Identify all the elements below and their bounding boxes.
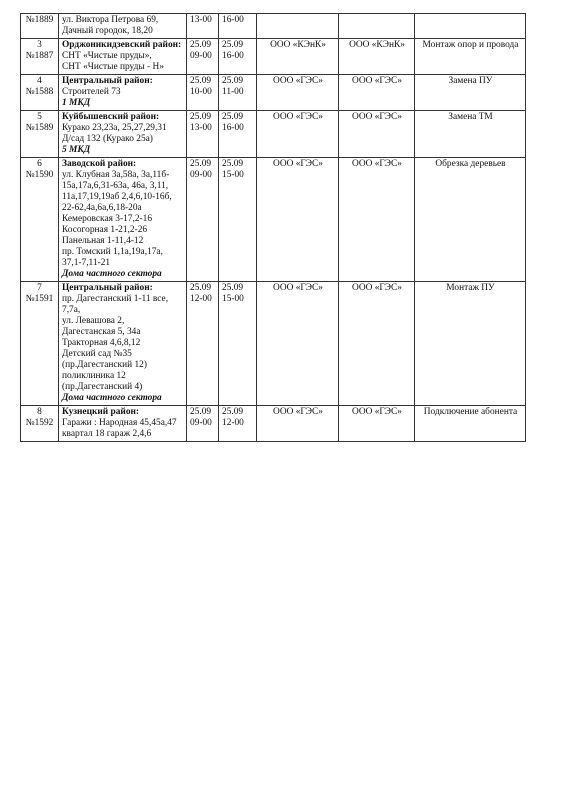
start-cell xyxy=(187,111,219,158)
end-time: 16-00 xyxy=(222,51,244,61)
address-line: Косогорная 1-21,2-26 xyxy=(62,225,148,235)
executor: ООО «ГЭС» xyxy=(352,76,402,86)
end-time: 11-00 xyxy=(222,87,244,97)
address-line: Дагестанская 5, 34а xyxy=(62,327,141,337)
address-line: Курако 23,23а, 25,27,29,31 xyxy=(62,123,167,133)
end-time: 16-00 xyxy=(222,123,244,133)
address-cell xyxy=(59,158,187,282)
request-number: №1590 xyxy=(25,170,54,180)
table-row xyxy=(21,14,526,39)
end-date: 25.09 xyxy=(222,40,244,50)
end-time: 15-00 xyxy=(222,294,244,304)
row-number-cell xyxy=(21,406,59,442)
end-date: 25.09 xyxy=(222,76,244,86)
start-cell xyxy=(187,39,219,75)
address-cell xyxy=(59,111,187,158)
executor: ООО «ГЭС» xyxy=(352,159,402,169)
work-cell xyxy=(415,406,526,442)
address-line: Центральный район: xyxy=(62,283,153,293)
address-line: Гаражи : Народная 45,45а,47 xyxy=(62,418,177,428)
start-date: 25.09 xyxy=(190,159,212,169)
work-cell xyxy=(415,158,526,282)
work-description: Обрезка деревьев xyxy=(435,159,506,169)
start-time: 09-00 xyxy=(190,51,212,61)
address-line: ул. Виктора Петрова 69, xyxy=(62,15,159,25)
start-cell xyxy=(187,75,219,111)
work-description: Монтаж опор и провода xyxy=(422,40,519,50)
address-cell xyxy=(59,282,187,406)
executor-cell xyxy=(339,158,415,282)
row-number-cell xyxy=(21,14,59,39)
address-line: 7,7а, xyxy=(62,305,81,315)
table-row xyxy=(21,406,526,442)
address-line: поликлиника 12 xyxy=(62,371,126,381)
address-line: пр. Томский 1,1а,19а,17а, xyxy=(62,247,163,257)
start-date: 25.09 xyxy=(190,283,212,293)
address-line: Тракторная 4,6,8,12 xyxy=(62,338,141,348)
work-cell xyxy=(415,282,526,406)
work-cell xyxy=(415,14,526,39)
executor: ООО «ГЭС» xyxy=(352,283,402,293)
address-line: 37,1-7,11-21 xyxy=(62,258,111,268)
organization: ООО «КЭнК» xyxy=(270,40,326,50)
address-line: Панельная 1-11,4-12 xyxy=(62,236,144,246)
address-line: 22-62,4а,6а,6,18-20а xyxy=(62,203,142,213)
start-time: 10-00 xyxy=(190,87,212,97)
work-cell xyxy=(415,39,526,75)
organization: ООО «ГЭС» xyxy=(273,112,323,122)
executor-cell xyxy=(339,406,415,442)
table-row xyxy=(21,282,526,406)
address-line: Дома частного сектора xyxy=(62,393,162,403)
organization: ООО «ГЭС» xyxy=(273,76,323,86)
address-line: Д/сад 132 (Курако 25а) xyxy=(62,134,153,144)
address-line: пр. Дагестанский 1-11 все, xyxy=(62,294,169,304)
address-line: СНТ «Чистые пруды», xyxy=(62,51,152,61)
address-line: (пр.Дагестанский 4) xyxy=(62,382,143,392)
end-time: 15-00 xyxy=(222,170,244,180)
row-number: 7 xyxy=(37,283,42,293)
address-line: СНТ «Чистые пруды - Н» xyxy=(62,62,164,72)
row-number: 8 xyxy=(37,407,42,417)
table-row xyxy=(21,39,526,75)
row-number-cell xyxy=(21,158,59,282)
work-cell xyxy=(415,75,526,111)
executor: ООО «ГЭС» xyxy=(352,407,402,417)
request-number: №1591 xyxy=(25,294,54,304)
executor-cell xyxy=(339,111,415,158)
row-number: 5 xyxy=(37,112,42,122)
address-line: Кузнецкий район: xyxy=(62,407,140,417)
table-body xyxy=(21,14,526,442)
executor-cell xyxy=(339,14,415,39)
organization-cell xyxy=(257,111,339,158)
address-cell xyxy=(59,406,187,442)
work-description: Замена ТМ xyxy=(448,112,493,122)
request-number: №1887 xyxy=(25,51,54,61)
start-cell xyxy=(187,14,219,39)
start-date: 25.09 xyxy=(190,407,212,417)
start-time: 13-00 xyxy=(190,15,212,25)
end-date: 25.09 xyxy=(222,283,244,293)
request-number: №1589 xyxy=(25,123,54,133)
address-line: Строителей 73 xyxy=(62,87,121,97)
request-number: №1588 xyxy=(25,87,54,97)
address-line: Заводской район: xyxy=(62,159,137,169)
end-cell xyxy=(219,406,257,442)
end-cell xyxy=(219,14,257,39)
address-line: ул. Левашова 2, xyxy=(62,316,125,326)
address-line: Дома частного сектора xyxy=(62,269,162,279)
start-cell xyxy=(187,158,219,282)
row-number: 3 xyxy=(37,40,42,50)
address-line: ул. Клубная 3а,58а, 3а,11б- xyxy=(62,170,170,180)
organization: ООО «ГЭС» xyxy=(273,407,323,417)
address-line: 5 МКД xyxy=(62,145,91,155)
row-number-cell xyxy=(21,111,59,158)
executor: ООО «КЭнК» xyxy=(349,40,405,50)
row-number-cell xyxy=(21,75,59,111)
request-number: №1592 xyxy=(25,418,54,428)
organization-cell xyxy=(257,75,339,111)
address-cell xyxy=(59,39,187,75)
end-cell xyxy=(219,158,257,282)
address-line: (пр.Дагестанский 12) xyxy=(62,360,147,370)
organization-cell xyxy=(257,158,339,282)
executor-cell xyxy=(339,282,415,406)
start-time: 12-00 xyxy=(190,294,212,304)
outage-schedule-table xyxy=(20,13,526,442)
row-number-cell xyxy=(21,39,59,75)
end-cell xyxy=(219,282,257,406)
row-number-cell xyxy=(21,282,59,406)
address-line: Дачный городок, 18,20 xyxy=(62,26,153,36)
start-date: 25.09 xyxy=(190,76,212,86)
organization: ООО «ГЭС» xyxy=(273,159,323,169)
end-date: 25.09 xyxy=(222,112,244,122)
table-row xyxy=(21,158,526,282)
organization-cell xyxy=(257,406,339,442)
executor-cell xyxy=(339,75,415,111)
start-cell xyxy=(187,282,219,406)
start-time: 09-00 xyxy=(190,418,212,428)
work-description: Подключение абонента xyxy=(423,407,518,417)
work-cell xyxy=(415,111,526,158)
address-cell xyxy=(59,14,187,39)
address-line: квартал 18 гараж 2,4,6 xyxy=(62,429,152,439)
address-line: Орджоникидзевский район: xyxy=(62,40,182,50)
end-date: 25.09 xyxy=(222,159,244,169)
end-time: 16-00 xyxy=(222,15,244,25)
executor: ООО «ГЭС» xyxy=(352,112,402,122)
table-row xyxy=(21,111,526,158)
address-line: 11а,17,19,19аб 2,4,6,10-16б, xyxy=(62,192,172,202)
address-line: 1 МКД xyxy=(62,98,91,108)
end-cell xyxy=(219,39,257,75)
start-cell xyxy=(187,406,219,442)
address-line: 15а,17а,6,31-63а, 46а, 3,11, xyxy=(62,181,169,191)
table-row xyxy=(21,75,526,111)
address-line: Детский сад №35 xyxy=(62,349,132,359)
end-date: 25.09 xyxy=(222,407,244,417)
start-date: 25.09 xyxy=(190,112,212,122)
address-line: Куйбышевский район: xyxy=(62,112,160,122)
work-description: Монтаж ПУ xyxy=(446,283,495,293)
end-cell xyxy=(219,75,257,111)
row-number: 4 xyxy=(37,76,42,86)
end-cell xyxy=(219,111,257,158)
start-date: 25.09 xyxy=(190,40,212,50)
work-description: Замена ПУ xyxy=(448,76,493,86)
end-time: 12-00 xyxy=(222,418,244,428)
start-time: 13-00 xyxy=(190,123,212,133)
address-line: Центральный район: xyxy=(62,76,153,86)
organization-cell xyxy=(257,39,339,75)
organization: ООО «ГЭС» xyxy=(273,283,323,293)
request-number: №1889 xyxy=(25,15,54,25)
organization-cell xyxy=(257,282,339,406)
organization-cell xyxy=(257,14,339,39)
executor-cell xyxy=(339,39,415,75)
address-cell xyxy=(59,75,187,111)
address-line: Кемеровская 3-17,2-16 xyxy=(62,214,153,224)
start-time: 09-00 xyxy=(190,170,212,180)
row-number: 6 xyxy=(37,159,42,169)
